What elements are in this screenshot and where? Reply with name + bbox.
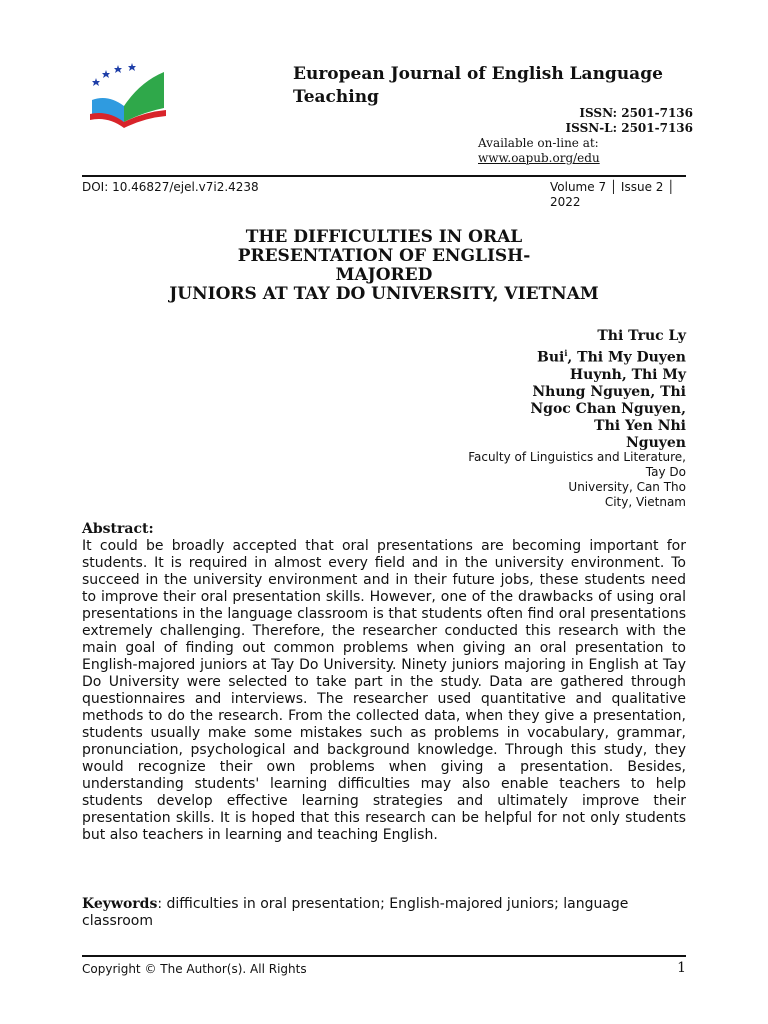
author-line: Thi Yen Nhi [594,417,686,434]
copyright-notice: Copyright © The Author(s). All Rights [82,962,307,976]
volume-year: 2022 [550,195,581,209]
page-number: 1 [677,960,686,976]
affiliation [430,450,686,510]
author-list [495,328,686,452]
paper-title-line: MAJORED [335,265,433,285]
abstract-heading: Abstract: [82,521,154,537]
author-line: Thi Truc Ly [597,328,686,344]
paper-title-line: JUNIORS AT TAY DO UNIVERSITY, VIETNAM [169,284,599,304]
keywords-text: : difficulties in oral presentation; English-majored juniors; language classroom [82,896,629,929]
footer-divider [82,955,686,957]
author-line: Nhung Nguyen, Thi [532,383,686,400]
affiliation-line: Tay Do [645,465,686,479]
affiliation-line: Faculty of Linguistics and Literature, [468,450,686,464]
author-footnote-marker: i [564,348,568,358]
issn: ISSN: 2501-7136 [579,106,693,120]
available-online-label: Available on-line at: [478,136,599,150]
author-line: Huynh, Thi My [569,366,686,383]
paper-title-line: THE DIFFICULTIES IN ORAL [245,227,523,247]
keywords-label: Keywords [82,896,158,912]
doi: DOI: 10.46827/ejel.v7i2.4238 [82,180,259,194]
volume-issue: Volume 7 │ Issue 2 │ [550,180,675,194]
paper-title-line: PRESENTATION OF ENGLISH- [237,246,531,266]
author-continuation: , Thi My Duyen [567,349,686,366]
affiliation-line: City, Vietnam [604,495,686,509]
author-line: Nguyen [626,434,686,451]
journal-logo [88,60,168,130]
header-divider [82,175,686,177]
journal-title: European Journal of English Language Teaching [293,64,663,107]
author-surname: Bui [537,349,565,366]
keywords [82,896,702,930]
author-line [495,345,686,367]
journal-url-link[interactable]: www.oapub.org/edu [478,151,600,165]
issn-l: ISSN-L: 2501-7136 [565,121,693,135]
author-line: Ngoc Chan Nguyen, [530,400,686,417]
affiliation-line: University, Can Tho [568,480,686,494]
abstract-text: It could be broadly accepted that oral presentations are becoming important for students. It is required in almost every field and in the university environment. To succeed in the university environment and in their future jobs, these students need to improve their oral presentation skills. However, one of the drawbacks of using oral presentations in the language classroom is that students often find oral presentations extremely challenging. Therefore, the researcher conducted this research with the main goal of finding out common problems when giving an oral presentation to English-majored juniors at Tay Do University. Ninety juniors majoring in English at Tay Do University were selected to take part in the study. Data are gathered through questionnaires and interviews. The researcher used quantitative and qualitative methods to do the research. From the collected data, when they give a presentation, students usually make some mistakes such as problems in vocabulary, grammar, pronunciation, psychological and background knowledge. Through this study, they would recognize their own problems when giving a presentation. Besides, understanding students' learning difficulties may also enable teachers to help students develop effective learning strategies and ultimately improve their presentation skills. It is hoped that this research can be helpful for not only students but also teachers in learning and teaching English. [82,538,686,843]
paper-title [130,228,638,304]
